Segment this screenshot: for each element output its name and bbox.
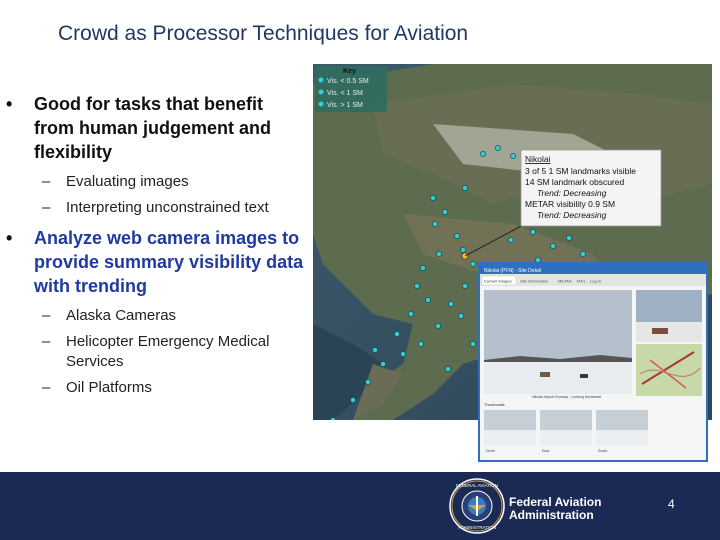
- seal-lettering: FEDERAL AVIATION: [456, 483, 498, 488]
- webcam-site-detail-window: [478, 262, 708, 462]
- popup-line: 14 SM landmark obscured: [525, 177, 625, 187]
- key-marker-icon: [319, 102, 324, 107]
- main-camera-image[interactable]: [484, 290, 632, 394]
- org-line-2: Administration: [509, 508, 594, 522]
- popup-line: METAR visibility 0.9 SM: [525, 199, 616, 209]
- popup-trend: Trend: Decreasing: [537, 188, 607, 198]
- dash-glyph: –: [42, 379, 51, 396]
- dash-glyph: –: [42, 199, 51, 216]
- bullet-1-text: Good for tasks that benefit from human judgement and flexibility: [34, 94, 272, 162]
- popup-site-name[interactable]: Nikolai: [525, 154, 551, 164]
- page-number: 4: [668, 497, 675, 511]
- bullet-list: [6, 92, 306, 398]
- dash-glyph: –: [42, 307, 51, 324]
- tab-label[interactable]: TAFs: [576, 278, 586, 284]
- tab-label[interactable]: Log In: [590, 278, 602, 284]
- bullet-glyph: •: [6, 94, 13, 114]
- key-marker-icon: [319, 90, 324, 95]
- tab-label[interactable]: METAR: [558, 278, 572, 284]
- popup-trend: Trend: Decreasing: [537, 210, 607, 220]
- sub-bullet: [6, 332, 306, 372]
- sub-bullet-text: Oil Platforms: [66, 379, 152, 396]
- footer-bar: [0, 472, 720, 540]
- runway-photo[interactable]: [636, 290, 702, 342]
- camera-thumbnails[interactable]: [484, 410, 648, 446]
- org-line-1: Federal Aviation: [509, 495, 602, 509]
- bullet-2-text: Analyze web camera images to provide summary visibility data with trending: [34, 228, 304, 296]
- map-key-item: Vis. > 1 SM: [327, 102, 363, 109]
- dash-glyph: –: [42, 173, 51, 190]
- faa-seal-logo: [449, 478, 505, 534]
- dash-glyph: –: [42, 333, 51, 350]
- footer-org-name: [509, 496, 601, 522]
- bullet-glyph: •: [6, 228, 13, 248]
- thumbnail-caption: East: [542, 449, 550, 453]
- key-marker-icon: [319, 78, 324, 83]
- map-key-item: Vis. < 0.5 SM: [327, 78, 369, 85]
- main-image-caption: Nikolai Airport Runway - Looking Northwest: [532, 395, 602, 399]
- sub-bullet: [6, 198, 306, 218]
- slide-title: Crowd as Processor Techniques for Aviation: [58, 22, 469, 45]
- sub-bullet: [6, 306, 306, 326]
- thumbnail-caption: North: [486, 449, 495, 453]
- webcam-graphic: [480, 264, 706, 460]
- airport-diagram-map[interactable]: [636, 344, 702, 396]
- map-key-item: Vis. < 1 SM: [327, 90, 363, 97]
- faa-seal-icon: [449, 478, 505, 534]
- bullet-2: [6, 226, 306, 298]
- tab-label[interactable]: Site Information: [520, 278, 549, 284]
- map-key-title: Key: [343, 68, 356, 75]
- sub-bullet-text: Interpreting unconstrained text: [66, 199, 269, 216]
- sub-bullet: [6, 172, 306, 192]
- sub-bullet-text: Alaska Cameras: [66, 307, 177, 324]
- tab-label[interactable]: Current Images: [484, 278, 512, 284]
- sub-bullet-text: Helicopter Emergency Medical Services: [66, 333, 270, 370]
- thumbnail-caption: South: [598, 449, 608, 453]
- popup-line: 3 of 5 1 SM landmarks visible: [525, 166, 637, 176]
- sub-bullet-text: Evaluating images: [66, 173, 189, 190]
- thumbnails-label: Thumbnails: [484, 402, 505, 407]
- window-header-title: Nikolai (PFN) - Site Detail: [484, 268, 541, 274]
- bullet-1: [6, 92, 306, 164]
- sub-bullet: [6, 378, 306, 398]
- seal-lettering: ADMINISTRATION: [457, 525, 497, 530]
